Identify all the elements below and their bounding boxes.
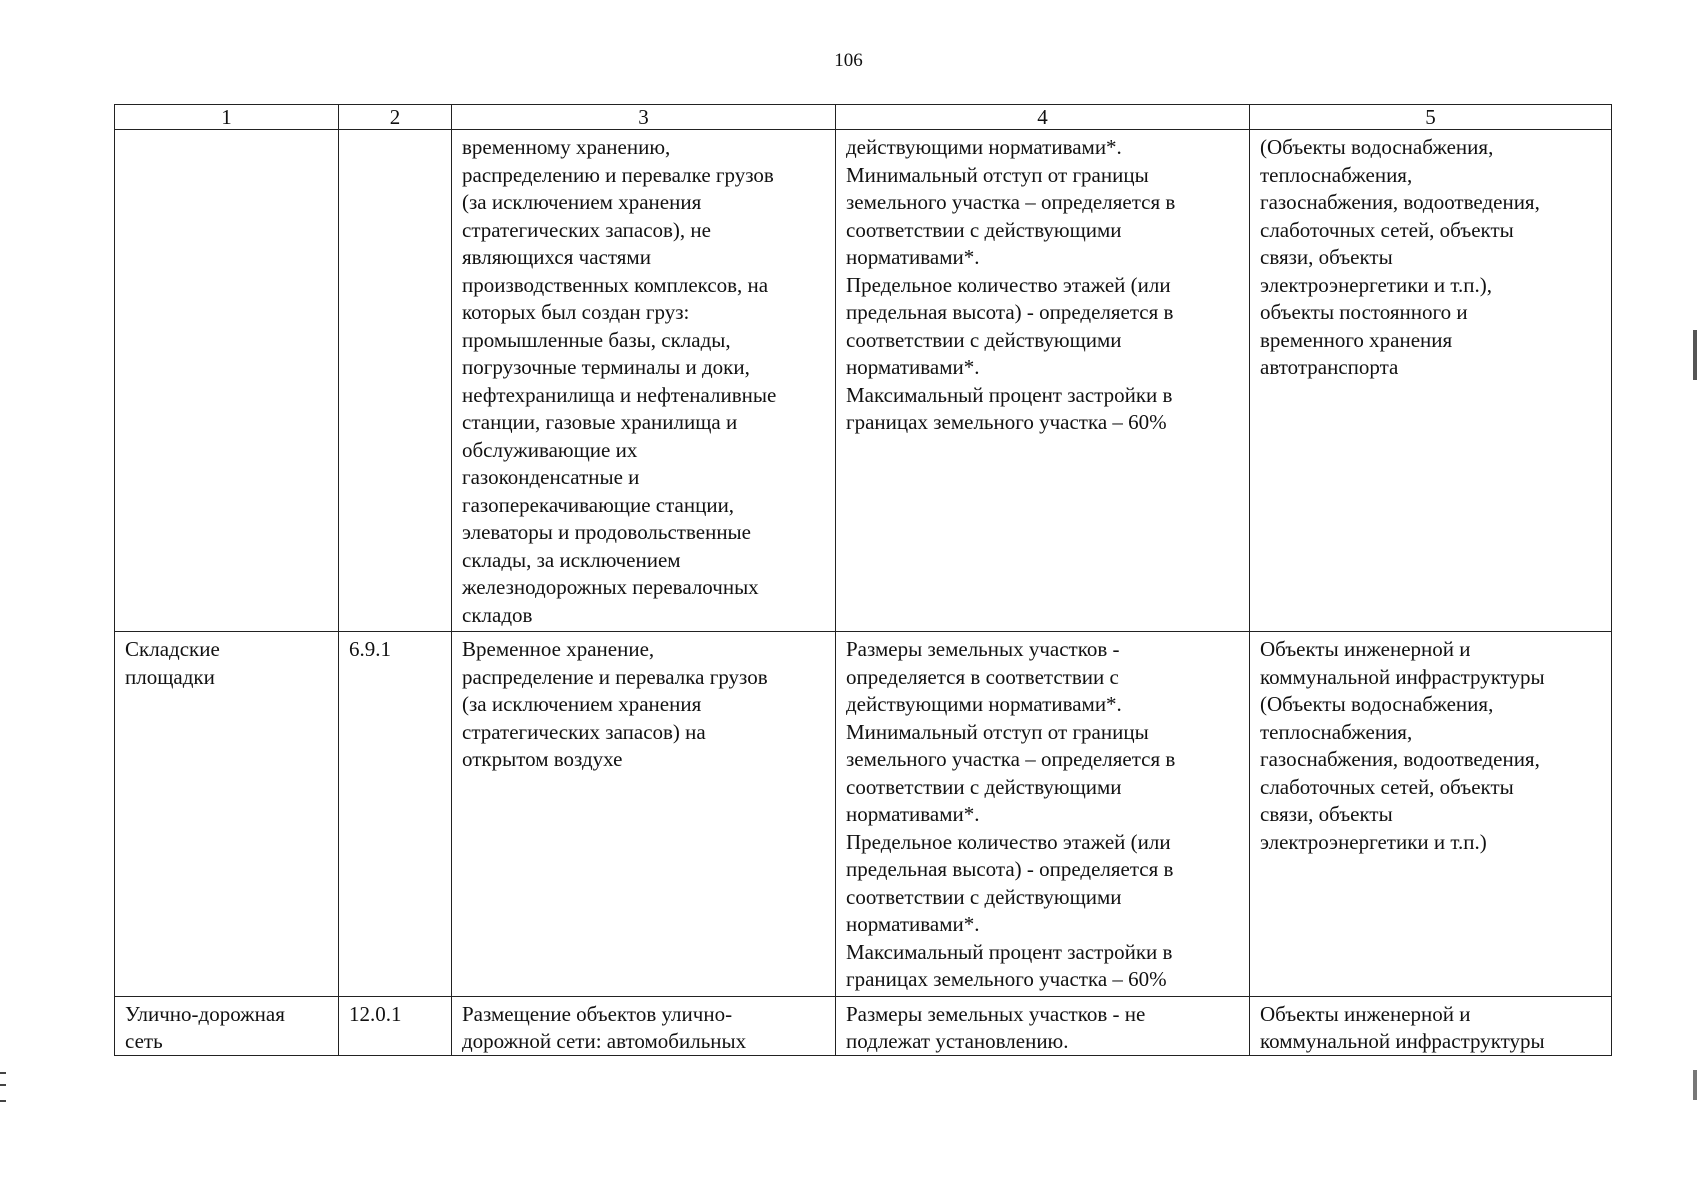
cell-text-line: нормативами*.: [846, 355, 980, 379]
cell-text-line: коммунальной инфраструктуры: [1260, 664, 1545, 689]
cell-text-line: автотранспорта: [1260, 355, 1399, 379]
cell-text-line: нормативами*.: [846, 912, 980, 936]
cell-text-line: электроэнергетики и т.п.),: [1260, 272, 1492, 297]
cell-text-line: слаботочных сетей, объекты: [1260, 217, 1514, 242]
cell-text-line: сеть: [125, 1029, 163, 1053]
table-row: [115, 996, 1612, 1055]
cell-text-line: Предельное количество этажей (или: [846, 272, 1171, 297]
page-number: 106: [834, 50, 863, 71]
cell-text-line: нормативами*.: [846, 245, 980, 269]
cell-text-line: 12.0.1: [349, 1001, 402, 1026]
cell-text-line: (за исключением хранения: [462, 692, 702, 716]
cell-text-line: стратегических запасов), не: [462, 217, 711, 242]
cell-text-line: предельная высота) - определяется в: [846, 300, 1174, 324]
cell-text-line: теплоснабжения,: [1260, 162, 1413, 187]
cell-text-line: Складские: [125, 637, 220, 661]
cell-use-name: [115, 632, 339, 997]
cell-text-line: которых был создан груз:: [462, 300, 690, 324]
cell-text-line: газоснабжения, водоотведения,: [1260, 190, 1540, 214]
cell-text-line: Улично-дорожная: [125, 1001, 285, 1026]
cell-text-line: соответствии с действующими: [846, 327, 1122, 352]
cell-text-line: соответствии с действующими: [846, 774, 1122, 799]
cell-text-line: связи, объекты: [1260, 802, 1393, 826]
cell-use-code: [339, 996, 452, 1055]
cell-text-line: Размещение объектов улично-: [462, 1001, 733, 1026]
cell-text-line: склады, за исключением: [462, 547, 681, 572]
cell-text-line: действующими нормативами*.: [846, 692, 1122, 716]
cell-text-line: соответствии с действующими: [846, 884, 1122, 909]
cell-text-line: Объекты инженерной и: [1260, 1001, 1471, 1026]
cell-text-line: подлежат установлению.: [846, 1029, 1069, 1053]
table-header-row: [115, 105, 1612, 130]
cell-text-line: связи, объекты: [1260, 245, 1393, 269]
cell-text-line: электроэнергетики и т.п.): [1260, 829, 1487, 854]
cell-text-line: Минимальный отступ от границы: [846, 719, 1149, 744]
cell-text-line: погрузочные терминалы и доки,: [462, 355, 750, 379]
cell-text-line: предельная высота) - определяется в: [846, 857, 1174, 881]
scan-margin-mark: [1693, 1070, 1697, 1100]
header-col-3: 3: [452, 105, 836, 130]
cell-text-line: определяется в соответствии с: [846, 664, 1119, 689]
cell-auxiliary-uses: [1250, 632, 1612, 997]
header-col-2: 2: [339, 105, 452, 130]
cell-text-line: земельного участка – определяется в: [846, 190, 1176, 214]
cell-text-line: границах земельного участка – 60%: [846, 410, 1167, 434]
cell-text-line: Размеры земельных участков - не: [846, 1001, 1146, 1026]
cell-text-line: газоконденсатные и: [462, 465, 640, 489]
cell-use-code: [339, 632, 452, 997]
cell-text-line: коммунальной инфраструктуры: [1260, 1029, 1545, 1053]
cell-text-line: обслуживающие их: [462, 437, 638, 462]
cell-text-line: элеваторы и продовольственные: [462, 520, 751, 544]
cell-text-line: Минимальный отступ от границы: [846, 162, 1149, 187]
cell-text-line: Максимальный процент застройки в: [846, 382, 1173, 407]
cell-text-line: Максимальный процент застройки в: [846, 939, 1173, 964]
cell-text-line: временного хранения: [1260, 327, 1453, 352]
cell-use-name: [115, 130, 339, 632]
cell-text-line: объекты постоянного и: [1260, 300, 1468, 324]
cell-text-line: (Объекты водоснабжения,: [1260, 692, 1494, 716]
cell-use-code: [339, 130, 452, 632]
cell-text-line: земельного участка – определяется в: [846, 747, 1176, 771]
cell-use-description: [452, 996, 836, 1055]
scan-margin-mark: [1693, 330, 1697, 380]
cell-text-line: промышленные базы, склады,: [462, 327, 731, 352]
cell-use-description: [452, 632, 836, 997]
cell-use-name: [115, 996, 339, 1055]
cell-parameters: [836, 130, 1250, 632]
cell-text-line: железнодорожных перевалочных: [462, 575, 759, 599]
cell-auxiliary-uses: [1250, 996, 1612, 1055]
table-row: [115, 632, 1612, 997]
cell-text-line: теплоснабжения,: [1260, 719, 1413, 744]
cell-text-line: соответствии с действующими: [846, 217, 1122, 242]
cell-text-line: являющихся частями: [462, 245, 651, 269]
header-col-5: 5: [1250, 105, 1612, 130]
cell-use-description: [452, 130, 836, 632]
scan-margin-mark: [0, 1072, 6, 1102]
cell-parameters: [836, 996, 1250, 1055]
cell-text-line: временному хранению,: [462, 135, 671, 159]
cell-auxiliary-uses: [1250, 130, 1612, 632]
cell-text-line: границах земельного участка – 60%: [846, 967, 1167, 991]
cell-text-line: станции, газовые хранилища и: [462, 410, 738, 434]
table-row: [115, 130, 1612, 632]
cell-parameters: [836, 632, 1250, 997]
cell-text-line: распределению и перевалке грузов: [462, 162, 774, 187]
cell-text-line: площадки: [125, 664, 215, 689]
cell-text-line: 6.9.1: [349, 637, 391, 661]
cell-text-line: Предельное количество этажей (или: [846, 829, 1171, 854]
cell-text-line: Объекты инженерной и: [1260, 637, 1471, 661]
cell-text-line: распределение и перевалка грузов: [462, 664, 768, 689]
cell-text-line: (Объекты водоснабжения,: [1260, 135, 1494, 159]
cell-text-line: стратегических запасов) на: [462, 719, 706, 744]
cell-text-line: действующими нормативами*.: [846, 135, 1122, 159]
cell-text-line: складов: [462, 602, 533, 627]
cell-text-line: Размеры земельных участков -: [846, 637, 1120, 661]
header-col-1: 1: [115, 105, 339, 130]
cell-text-line: слаботочных сетей, объекты: [1260, 774, 1514, 799]
cell-text-line: нормативами*.: [846, 802, 980, 826]
cell-text-line: газоперекачивающие станции,: [462, 492, 735, 517]
cell-text-line: Временное хранение,: [462, 637, 655, 661]
header-col-4: 4: [836, 105, 1250, 130]
cell-text-line: производственных комплексов, на: [462, 272, 769, 297]
cell-text-line: (за исключением хранения: [462, 190, 702, 214]
cell-text-line: газоснабжения, водоотведения,: [1260, 747, 1540, 771]
cell-text-line: нефтехранилища и нефтеналивные: [462, 382, 777, 407]
cell-text-line: дорожной сети: автомобильных: [462, 1029, 747, 1053]
zoning-table: [114, 104, 1612, 1056]
cell-text-line: открытом воздухе: [462, 747, 623, 771]
